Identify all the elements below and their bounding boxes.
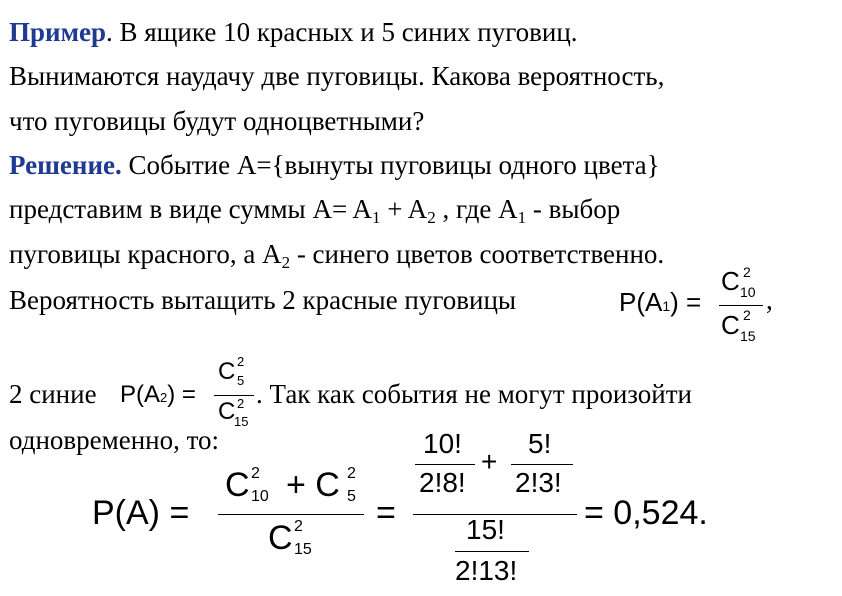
- problem-text-1: . В ящике 10 красных и 5 синих пуговиц.: [105, 17, 578, 47]
- subscript: 2: [160, 390, 168, 405]
- solution-line-5: 2 синие: [9, 379, 97, 409]
- solution-line-5-cont: . Так как события не могут произойти: [256, 379, 693, 409]
- subscript: 15: [740, 328, 756, 344]
- factorial-2-3: 2!3!: [515, 467, 562, 498]
- c-symbol: C: [721, 310, 740, 340]
- c-symbol: C: [218, 398, 236, 425]
- factorial-2-8: 2!8!: [419, 467, 466, 498]
- plus-c: + C: [286, 466, 340, 504]
- subscript: 1: [371, 208, 381, 227]
- formula-text: [120, 381, 196, 409]
- subscript: 5: [347, 488, 356, 505]
- fraction-bar: [218, 514, 364, 515]
- fraction-bar: [511, 464, 573, 465]
- subscript: 5: [237, 373, 245, 388]
- problem-line-1: [9, 16, 578, 48]
- factorial-10: 10!: [423, 428, 462, 459]
- subscript: 2: [281, 253, 291, 272]
- result-value: = 0,524.: [584, 494, 708, 532]
- solution-line-4: Вероятность вытащить 2 красные пуговицы: [9, 285, 517, 315]
- subscript: 10: [251, 488, 269, 505]
- superscript: 2: [347, 465, 356, 482]
- superscript: 2: [743, 264, 751, 280]
- subscript: 10: [740, 284, 756, 300]
- fraction-bar: [415, 464, 475, 465]
- solution-line-3: [9, 238, 664, 279]
- plus-sign: +: [481, 446, 498, 477]
- p-a-text: P(A: [619, 287, 663, 317]
- close-eq: ) =: [670, 287, 702, 317]
- superscript: 2: [743, 307, 751, 323]
- text-part: , где A: [435, 194, 518, 224]
- c-symbol: C: [225, 466, 250, 504]
- c-symbol: C: [721, 266, 740, 296]
- close-eq: ) =: [167, 381, 196, 408]
- superscript: 2: [294, 518, 303, 535]
- superscript: 2: [237, 396, 245, 411]
- solution-line-1: [9, 149, 660, 181]
- factorial-15: 15!: [466, 514, 505, 545]
- subscript: 2: [427, 208, 436, 227]
- subscript: 15: [234, 414, 249, 429]
- fraction-bar: [214, 395, 254, 396]
- factorial-5: 5!: [528, 428, 552, 459]
- problem-line-3: что пуговицы будут одноцветными?: [9, 106, 425, 136]
- text-part: представим в виде суммы A= A: [9, 194, 372, 224]
- problem-line-2: Вынимаются наудачу две пуговицы. Какова вероятность,: [9, 61, 665, 91]
- formula-text: [619, 287, 701, 318]
- comma: ,: [766, 285, 773, 315]
- p-a-eq: P(A) =: [92, 494, 190, 532]
- superscript: 2: [237, 354, 245, 369]
- text-part: + A: [380, 194, 428, 224]
- solution-text-1: Событие A={вынуты пуговицы одного цвета}: [121, 150, 660, 180]
- c-symbol: C: [268, 519, 293, 557]
- text-part: пуговицы красного, а A: [9, 239, 282, 269]
- solution-line-2: [9, 193, 620, 234]
- subscript: 1: [662, 298, 671, 314]
- factorial-2-13: 2!13!: [455, 555, 518, 586]
- text-part: - синего цветов соответственно.: [290, 239, 665, 269]
- subscript: 1: [517, 208, 527, 227]
- equals-sign: =: [376, 494, 396, 532]
- solution-line-6: одновременно, то:: [9, 425, 220, 455]
- text-part: - выбор: [526, 194, 621, 224]
- c-symbol: C: [218, 358, 236, 385]
- fraction-bar: [455, 551, 529, 552]
- solution-label: Решение.: [9, 150, 122, 180]
- p-a-text: P(A: [120, 381, 161, 408]
- subscript: 15: [294, 541, 312, 558]
- example-label: Пример: [9, 17, 106, 47]
- fraction-bar: [719, 305, 763, 306]
- superscript: 2: [251, 465, 260, 482]
